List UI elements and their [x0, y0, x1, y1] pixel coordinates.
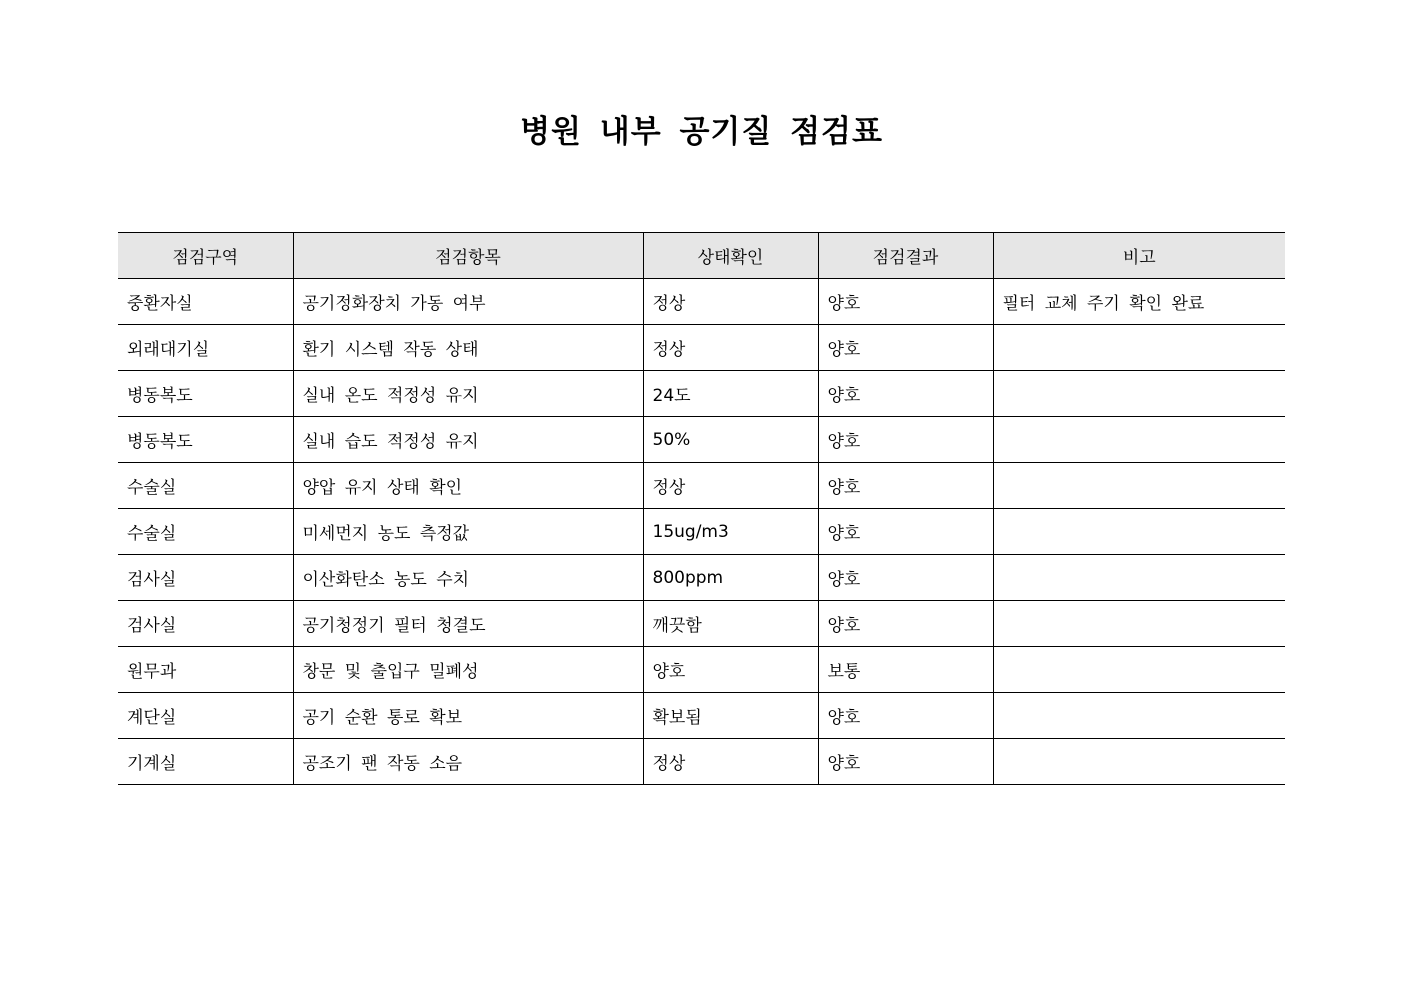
- header-inspection-area: 점검구역: [118, 233, 293, 279]
- table-row: [118, 279, 1285, 325]
- cell-area: 중환자실: [118, 279, 293, 325]
- cell-remarks: [993, 693, 1285, 739]
- cell-item: 미세먼지 농도 측정값: [293, 509, 643, 555]
- cell-area: 병동복도: [118, 371, 293, 417]
- cell-result: 보통: [818, 647, 993, 693]
- cell-status: 정상: [643, 463, 818, 509]
- cell-item: 공기정화장치 가동 여부: [293, 279, 643, 325]
- cell-remarks: [993, 647, 1285, 693]
- cell-remarks: [993, 463, 1285, 509]
- cell-status: 확보됨: [643, 693, 818, 739]
- table-row: [118, 417, 1285, 463]
- table-row: [118, 601, 1285, 647]
- cell-remarks: [993, 325, 1285, 371]
- cell-area: 계단실: [118, 693, 293, 739]
- cell-item: 창문 및 출입구 밀폐성: [293, 647, 643, 693]
- cell-result: 양호: [818, 417, 993, 463]
- cell-status: 정상: [643, 325, 818, 371]
- cell-remarks: [993, 509, 1285, 555]
- cell-item: 환기 시스템 작동 상태: [293, 325, 643, 371]
- cell-result: 양호: [818, 463, 993, 509]
- cell-status: 15ug/m3: [643, 509, 818, 555]
- cell-status: 800ppm: [643, 555, 818, 601]
- cell-remarks: [993, 417, 1285, 463]
- cell-item: 이산화탄소 농도 수치: [293, 555, 643, 601]
- cell-result: 양호: [818, 601, 993, 647]
- cell-area: 검사실: [118, 601, 293, 647]
- cell-status: 정상: [643, 739, 818, 785]
- header-inspection-item: 점검항목: [293, 233, 643, 279]
- cell-item: 공기청정기 필터 청결도: [293, 601, 643, 647]
- table-row: [118, 463, 1285, 509]
- cell-result: 양호: [818, 325, 993, 371]
- cell-item: 공기 순환 통로 확보: [293, 693, 643, 739]
- cell-status: 깨끗함: [643, 601, 818, 647]
- cell-remarks: [993, 555, 1285, 601]
- cell-remarks: [993, 371, 1285, 417]
- cell-item: 공조기 팬 작동 소음: [293, 739, 643, 785]
- header-inspection-result: 점검결과: [818, 233, 993, 279]
- cell-area: 기계실: [118, 739, 293, 785]
- cell-status: 24도: [643, 371, 818, 417]
- cell-remarks: 필터 교체 주기 확인 완료: [993, 279, 1285, 325]
- cell-area: 원무과: [118, 647, 293, 693]
- cell-item: 실내 온도 적정성 유지: [293, 371, 643, 417]
- cell-remarks: [993, 739, 1285, 785]
- cell-result: 양호: [818, 693, 993, 739]
- cell-status: 정상: [643, 279, 818, 325]
- cell-result: 양호: [818, 555, 993, 601]
- cell-area: 검사실: [118, 555, 293, 601]
- header-status-check: 상태확인: [643, 233, 818, 279]
- table-row: [118, 693, 1285, 739]
- header-remarks: 비고: [993, 233, 1285, 279]
- table-row: [118, 647, 1285, 693]
- table-row: [118, 555, 1285, 601]
- inspection-table: [118, 232, 1285, 785]
- cell-area: 외래대기실: [118, 325, 293, 371]
- cell-remarks: [993, 601, 1285, 647]
- cell-area: 수술실: [118, 509, 293, 555]
- table-row: [118, 371, 1285, 417]
- cell-status: 50%: [643, 417, 818, 463]
- cell-area: 병동복도: [118, 417, 293, 463]
- page-title: 병원 내부 공기질 점검표: [520, 114, 883, 150]
- cell-result: 양호: [818, 739, 993, 785]
- cell-item: 실내 습도 적정성 유지: [293, 417, 643, 463]
- cell-result: 양호: [818, 509, 993, 555]
- cell-status: 양호: [643, 647, 818, 693]
- cell-item: 양압 유지 상태 확인: [293, 463, 643, 509]
- table-row: [118, 739, 1285, 785]
- cell-result: 양호: [818, 279, 993, 325]
- table-header-row: [118, 233, 1285, 279]
- table-row: [118, 509, 1285, 555]
- cell-area: 수술실: [118, 463, 293, 509]
- table-row: [118, 325, 1285, 371]
- cell-result: 양호: [818, 371, 993, 417]
